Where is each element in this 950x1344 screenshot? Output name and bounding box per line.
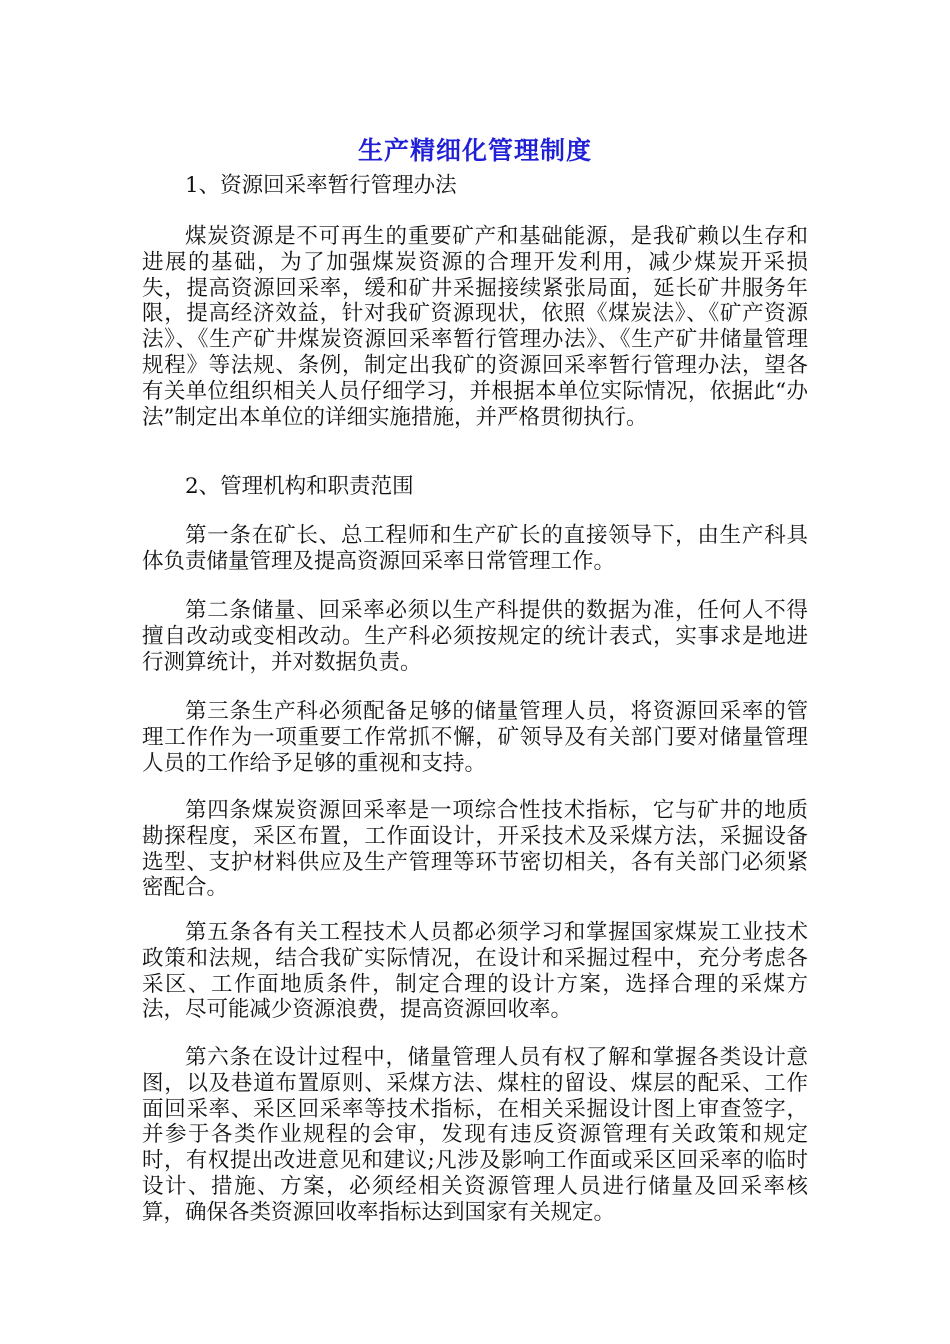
intro-paragraph: 煤炭资源是不可再生的重要矿产和基础能源，是我矿赖以生存和进展的基础，为了加强煤炭资源的合理开发利用，减少煤炭开采损失，提高资源回采率，缓和矿井采掘接续紧张局面，延长矿井服务年限，提高经济效益，针对我矿资源现状，依照《煤炭法》、《矿产资源法》、《生产矿井煤炭资源回采率暂行管理办法》、《生产矿井储量管理规程》等法规、条例，制定出我矿的资源回采率暂行管理办法，望各有关单位组织相关人员仔细学习，并根据本单位实际情况，依据此“办法”制定出本单位的详细实施措施，并严格贯彻执行。 [142, 224, 808, 430]
article-3-paragraph: 第三条生产科必须配备足够的储量管理人员，将资源回采率的管理工作作为一项重要工作常抓不懈，矿领导及有关部门要对储量管理人员的工作给予足够的重视和支持。 [142, 699, 808, 776]
section-2-heading: 2、管理机构和职责范围 [185, 474, 414, 499]
article-6-paragraph: 第六条在设计过程中，储量管理人员有权了解和掌握各类设计意图，以及巷道布置原则、采煤方法、煤柱的留设、煤层的配采、工作面回采率、采区回采率等技术指标，在相关采掘设计图上审查签字，并参于各类作业规程的会审，发现有违反资源管理有关政策和规定时，有权提出改进意见和建议;凡涉及影响工作面或采区回采率的临时设计、措施、方案，必须经相关资源管理人员进行储量及回采率核算，确保各类资源回收率指标达到国家有关规定。 [142, 1045, 808, 1225]
article-4-paragraph: 第四条煤炭资源回采率是一项综合性技术指标，它与矿井的地质勘探程度，采区布置，工作面设计，开采技术及采煤方法，采掘设备选型、支护材料供应及生产管理等环节密切相关，各有关部门必须紧密配合。 [142, 798, 808, 901]
article-1-paragraph: 第一条在矿长、总工程师和生产矿长的直接领导下，由生产科具体负责储量管理及提高资源回采率日常管理工作。 [142, 523, 808, 574]
article-5-paragraph: 第五条各有关工程技术人员都必须学习和掌握国家煤炭工业技术政策和法规，结合我矿实际情况，在设计和采掘过程中，充分考虑各采区、工作面地质条件，制定合理的设计方案，选择合理的采煤方法，尽可能减少资源浪费，提高资源回收率。 [142, 920, 808, 1023]
document-title: 生产精细化管理制度 [357, 136, 592, 165]
section-1-heading: 1、资源回采率暂行管理办法 [185, 173, 457, 198]
article-2-paragraph: 第二条储量、回采率必须以生产科提供的数据为准，任何人不得擅自改动或变相改动。生产科必须按规定的统计表式，实事求是地进行测算统计，并对数据负责。 [142, 598, 808, 675]
